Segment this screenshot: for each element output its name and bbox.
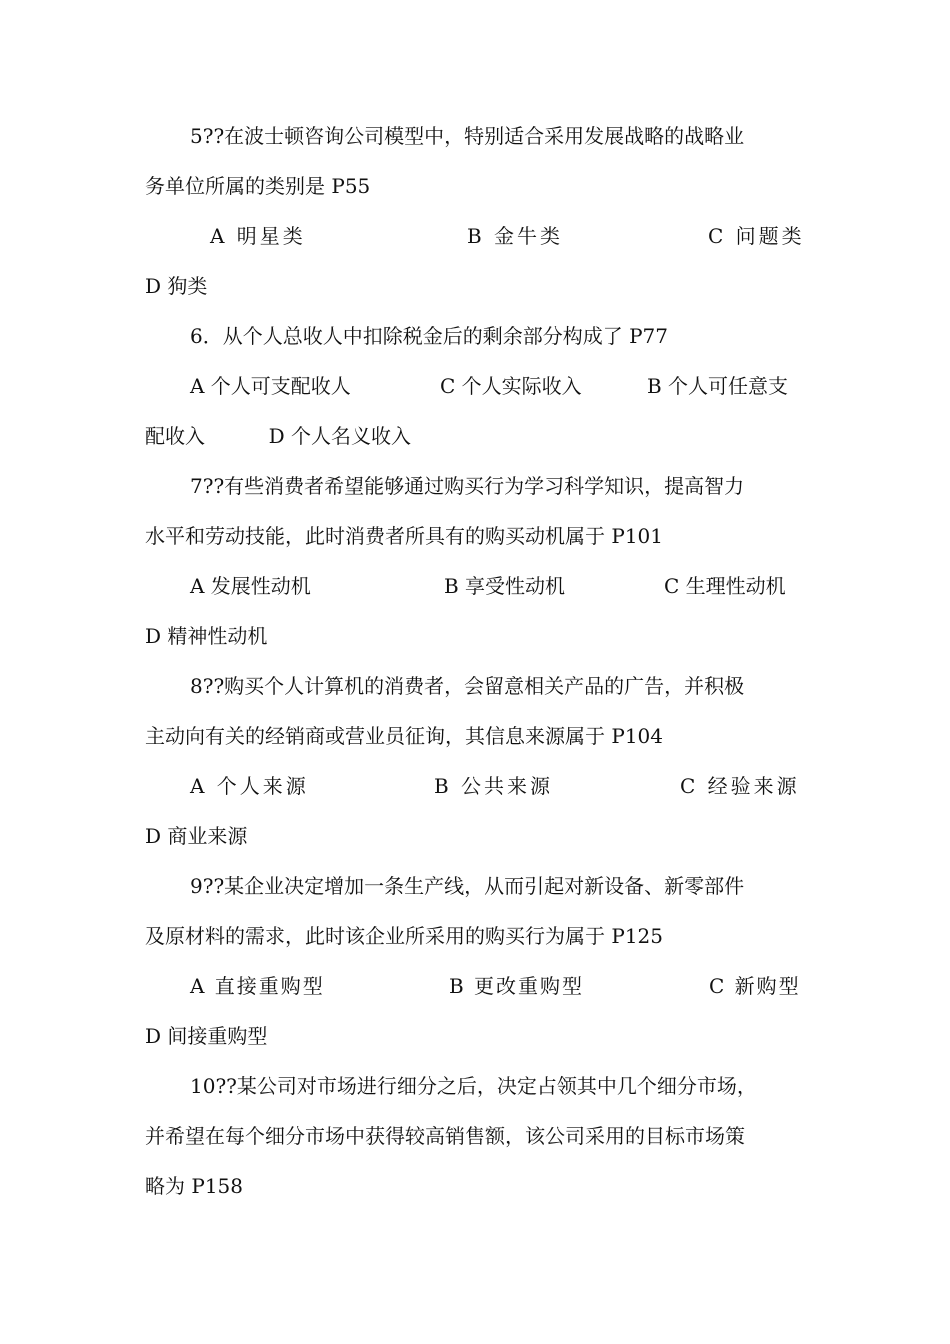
question-5-option-c: C 问题类	[708, 224, 805, 248]
question-8-stem-line-2: 主动向有关的经销商或营业员征询，其信息来源属于 P104	[145, 724, 663, 748]
question-9-stem-line-1: 9??某企业决定增加一条生产线，从而引起对新设备、新零部件	[190, 874, 745, 898]
question-9-option-c: C 新购型	[709, 974, 801, 998]
question-5-option-b: B 金牛类	[467, 224, 564, 248]
question-7-option-a: A 发展性动机	[190, 574, 311, 598]
question-8-option-c: C 经验来源	[680, 774, 800, 798]
question-7-option-c: C 生理性动机	[664, 574, 786, 598]
question-6-option-b: B 个人可任意支	[647, 374, 789, 398]
question-8-option-b: B 公共来源	[434, 774, 554, 798]
question-8-option-d: D 商业来源	[145, 824, 248, 848]
question-6-option-a: A 个人可支配收人	[190, 374, 351, 398]
question-9-option-d: D 间接重购型	[145, 1024, 268, 1048]
question-7-stem-line-2: 水平和劳动技能，此时消费者所具有的购买动机属于 P101	[145, 524, 663, 548]
question-8-stem-line-1: 8??购买个人计算机的消费者，会留意相关产品的广告，并积极	[190, 674, 745, 698]
question-7-option-b: B 享受性动机	[444, 574, 566, 598]
question-9-option-b: B 更改重购型	[449, 974, 585, 998]
question-7-option-d: D 精神性动机	[145, 624, 268, 648]
question-5-stem-line-1: 5??在波士顿咨询公司模型中，特别适合采用发展战略的战略业	[190, 124, 745, 148]
question-6-wrap-line: 配收入 D 个人名义收入	[145, 424, 411, 448]
question-5-option-d: D 狗类	[145, 274, 208, 298]
question-5-stem-line-2: 务单位所属的类别是 P55	[145, 174, 371, 198]
question-9-stem-line-2: 及原材料的需求，此时该企业所采用的购买行为属于 P125	[145, 924, 663, 948]
question-10-stem-line-3: 略为 P158	[145, 1174, 243, 1198]
question-6-stem-line-1: 6．从个人总收人中扣除税金后的剩余部分构成了 P77	[190, 324, 668, 348]
question-8-option-a: A 个人来源	[190, 774, 309, 798]
question-9-option-a: A 直接重购型	[190, 974, 325, 998]
question-10-stem-line-1: 10??某公司对市场进行细分之后，决定占领其中几个细分市场，	[190, 1074, 757, 1098]
question-5-option-a: A 明星类	[210, 224, 306, 248]
question-10-stem-line-2: 并希望在每个细分市场中获得较高销售额，该公司采用的目标市场策	[145, 1124, 745, 1148]
question-6-option-c: C 个人实际收入	[440, 374, 582, 398]
question-7-stem-line-1: 7??有些消费者希望能够通过购买行为学习科学知识，提高智力	[190, 474, 745, 498]
